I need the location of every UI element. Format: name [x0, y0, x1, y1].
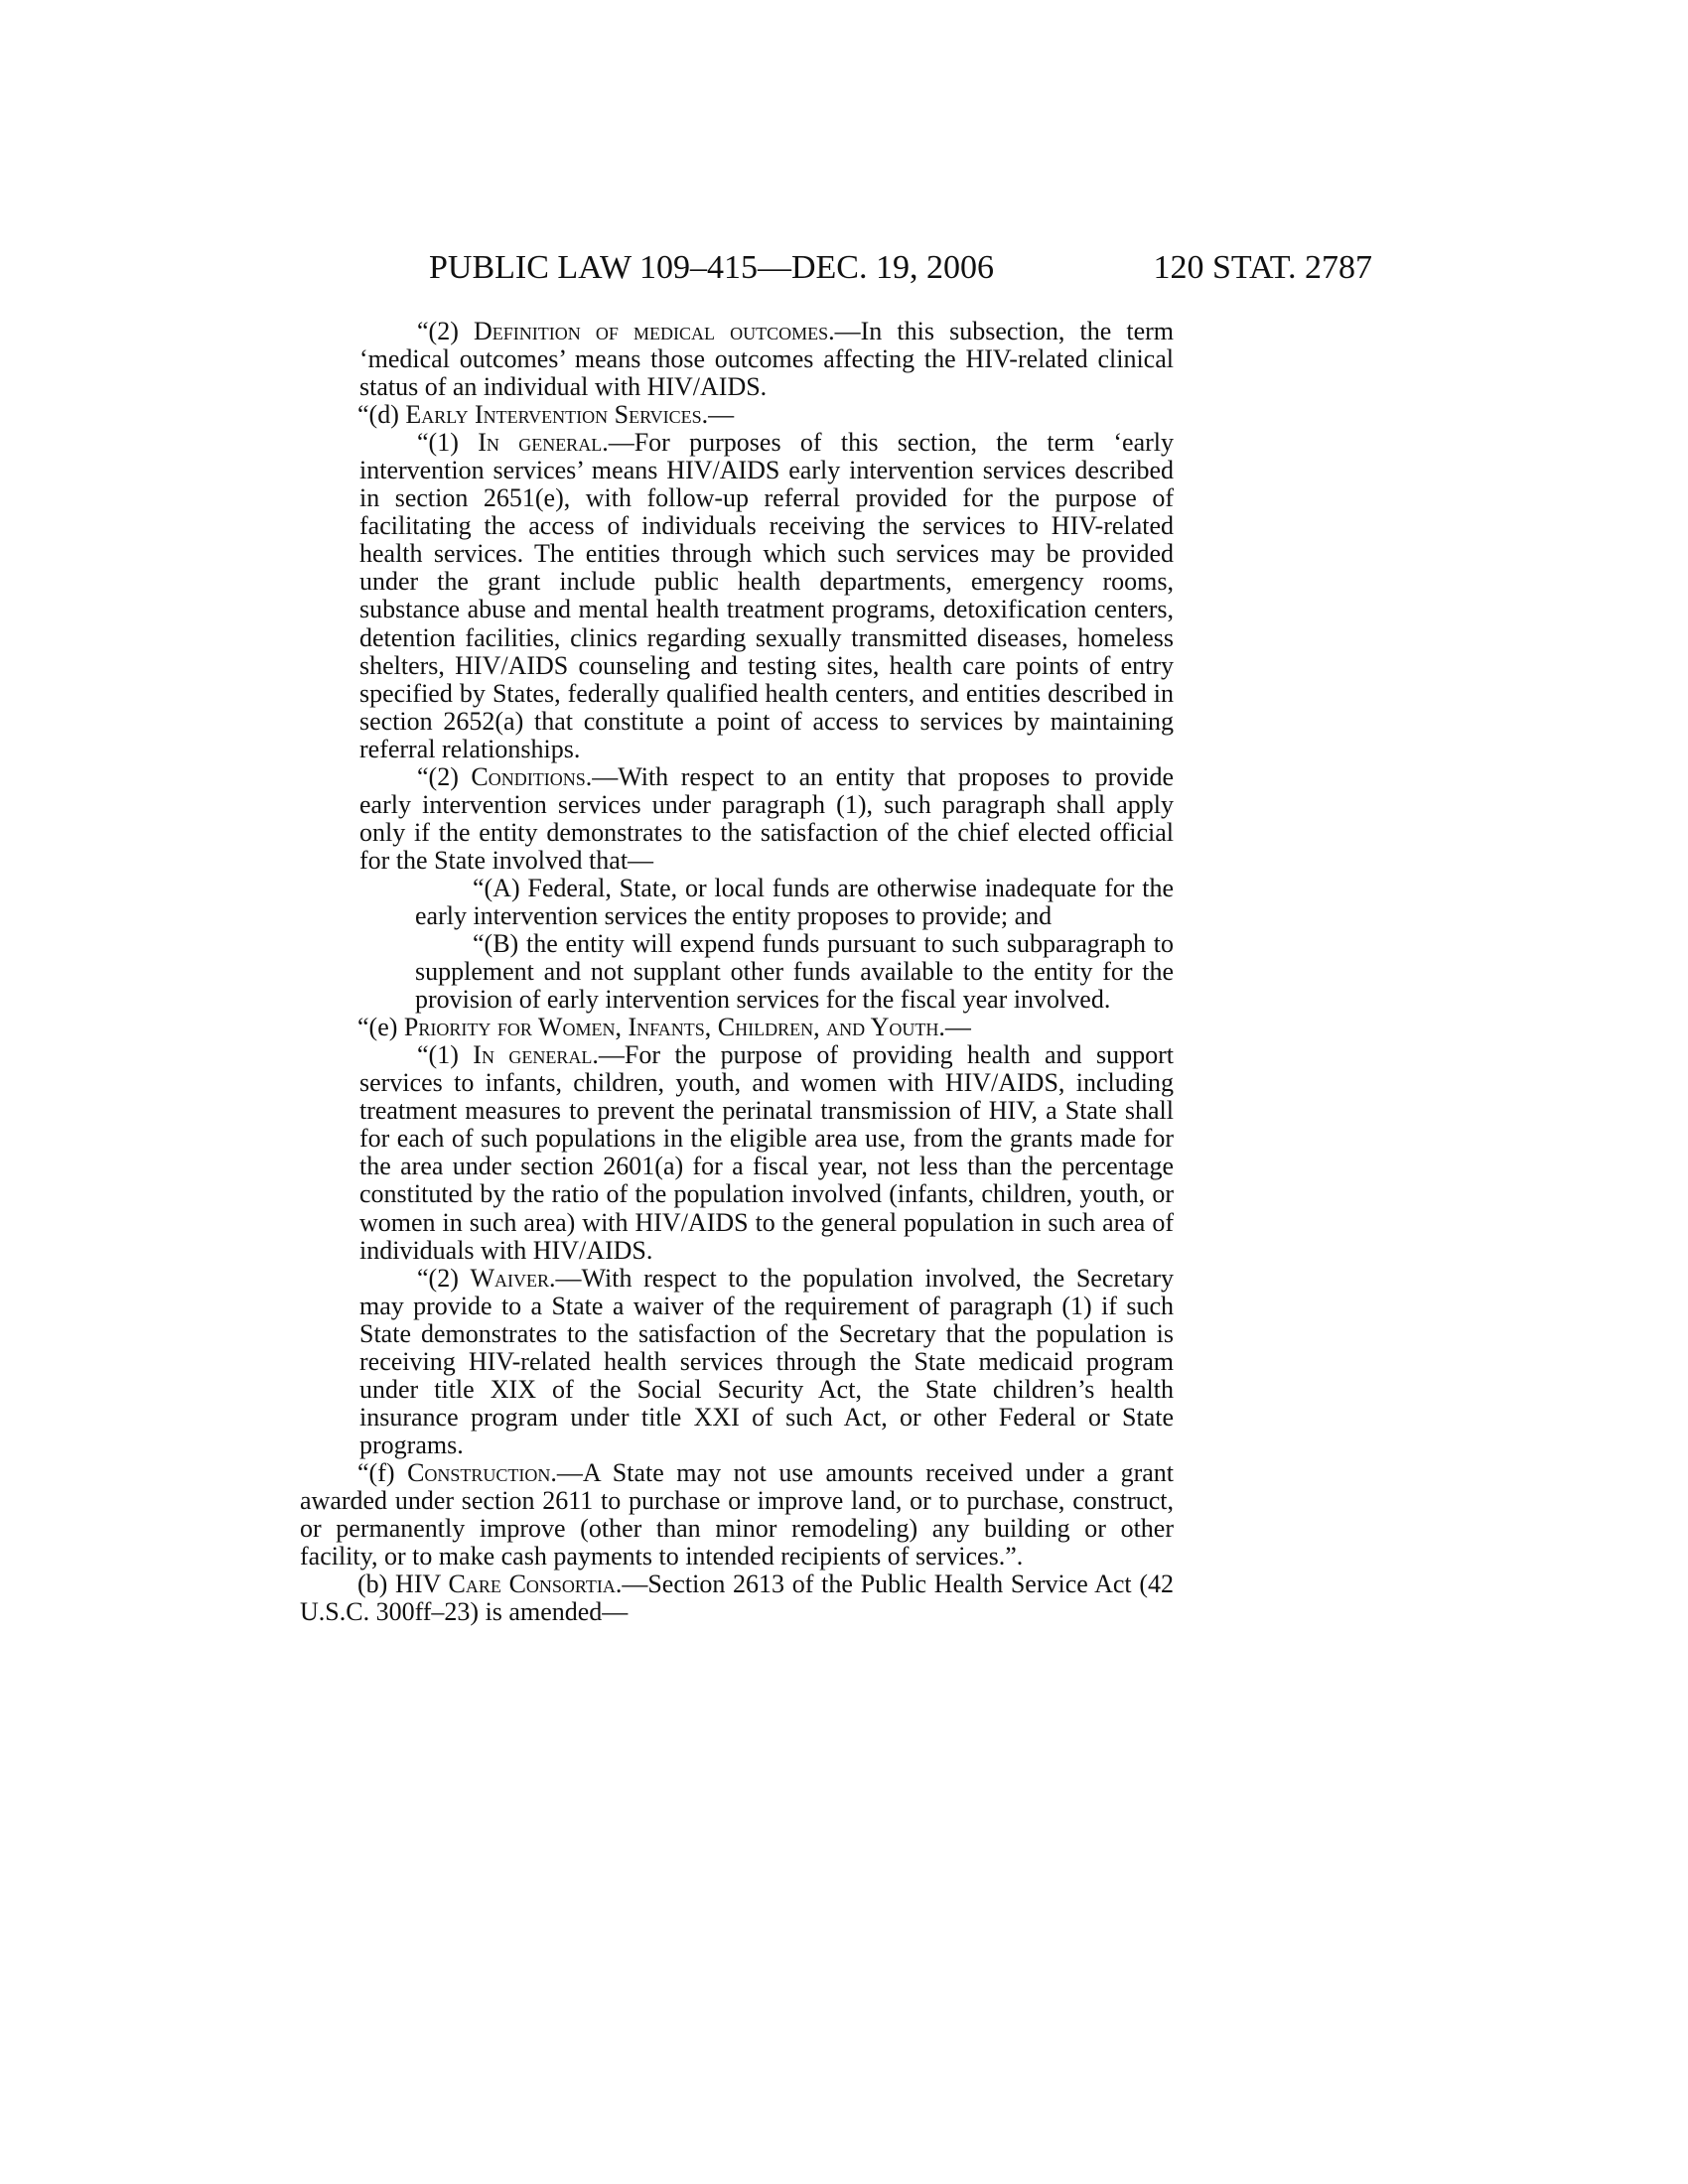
paragraph-e2-waiver: “(2) Waiver.—With respect to the population involved, the Secretary may provide to a State a waiver of the requirement of paragraph (1) if such State demonstrates to the satisfaction of the Secretary that the population is receiving HIV-related health services through the State medicaid program under title XIX of the Social Security Act, the State children’s health insurance program under title XXI of such Act, or other Federal or State programs.: [359, 1263, 1174, 1459]
paragraph-d-heading: “(d) Early Intervention Services.—: [357, 400, 735, 430]
paragraph-d2-a: “(A) Federal, State, or local funds are otherwise inadequate for the early intervention services the entity proposes to provide; and: [415, 873, 1174, 930]
paragraph-c2-definition: “(2) Definition of medical outcomes.—In this subsection, the term ‘medical outcomes’ means those outcomes affecting the HIV-related clinical status of an individual with HIV/AIDS.: [359, 317, 1174, 402]
paragraph-e-heading: “(e) Priority for Women, Infants, Children, and Youth.—: [357, 1013, 971, 1042]
paragraph-f-construction: “(f) Construction.—A State may not use amounts received under a grant awarded under section 2611 to purchase or improve land, or to purchase, construct, or permanently improve (other than minor remodeling) any building or other facility, or to make cash payments to intended recipients of services.”.: [300, 1457, 1174, 1571]
paragraph-d2-conditions: “(2) Conditions.—With respect to an entity that proposes to provide early intervention services under paragraph (1), such paragraph shall apply only if the entity demonstrates to the satisfaction of the chief elected official for the State involved that—: [359, 761, 1175, 875]
paragraph-e1-general: “(1) In general.—For the purpose of providing health and support services to infants, children, youth, and women with HIV/AIDS, including treatment measures to prevent the perinatal transmission of HIV, a State shall for each of such populations in the eligible area use, from the grants made for the area under section 2601(a) for a fiscal year, not less than the percentage constituted by the ratio of the population involved (infants, children, youth, or women in such area) with HIV/AIDS to the general population in such area of individuals with HIV/AIDS.: [359, 1040, 1174, 1265]
paragraph-b-hiv-care-consortia: (b) HIV Care Consortia.—Section 2613 of the Public Health Service Act (42 U.S.C. 300ff–23) is amended—: [300, 1570, 1174, 1627]
paragraph-d1-general: “(1) In general.—For purposes of this section, the term ‘early intervention services’ means HIV/AIDS early intervention services described in section 2651(e), with follow-up referral provided for the purpose of facilitating the access of individuals receiving the services to HIV-related health services. The entities through which such services may be provided under the grant include public health departments, emergency rooms, substance abuse and mental health treatment programs, detoxification centers, detention facilities, clinics regarding sexually transmitted diseases, homeless shelters, HIV/AIDS counseling and testing sites, health care points of entry specified by States, federally qualified health centers, and entities described in section 2652(a) that constitute a point of access to services by maintaining referral relationships.: [359, 428, 1174, 763]
document-body: [300, 318, 1174, 1626]
header-citation: PUBLIC LAW 109–415—DEC. 19, 2006: [429, 249, 994, 286]
page-header: [429, 248, 1372, 288]
header-stat-page: 120 STAT. 2787: [1153, 249, 1372, 286]
paragraph-d2-b: “(B) the entity will expend funds pursuant to such subparagraph to supplement and not supplant other funds available to the entity for the provision of early intervention services for the fiscal year involved.: [415, 929, 1174, 1015]
